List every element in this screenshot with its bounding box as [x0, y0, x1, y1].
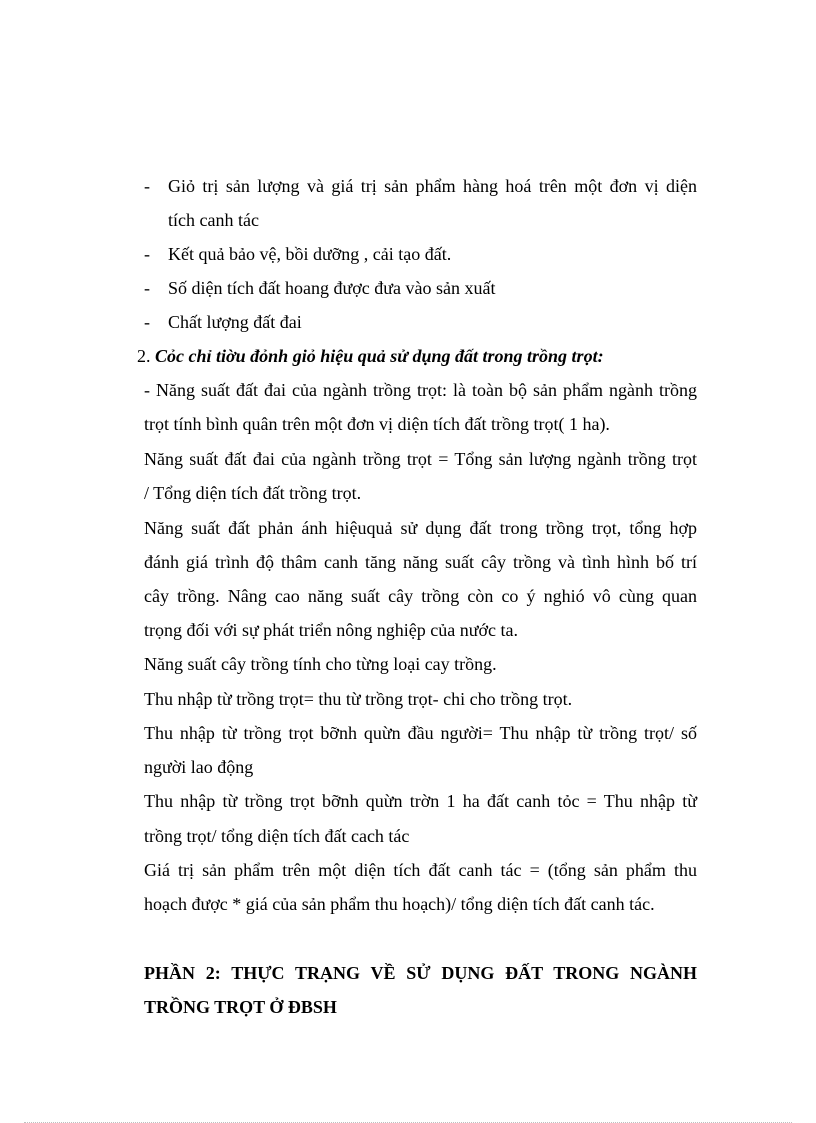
paragraph-line: Năng suất đất đai của ngành trồng trọt = Tổng sản lượng ngành trồng trọt [144, 449, 697, 469]
paragraph-line: - Năng suất đất đai của ngành trồng trọt: là toàn bộ sản phẩm ngành trồng [144, 380, 697, 400]
paragraph-line: Thu nhập từ trồng trọt= thu từ trồng trọt- chi cho trồng trọt. [144, 689, 573, 709]
section-2-heading [137, 345, 604, 367]
paragraph-line: cây trồng. Nâng cao năng suất cây trồng còn co ý nghió vô cùng quan [144, 586, 697, 606]
bullet-marker: - [144, 244, 150, 264]
part-2-heading-line-1: PHẦN 2: THỰC TRẠNG VỀ SỬ DỤNG ĐẤT TRONG NGÀNH [144, 963, 697, 983]
paragraph-line: trồng trọt/ tổng diện tích đất cach tác [144, 826, 410, 846]
paragraph-line: hoạch được * giá của sản phẩm thu hoạch)/ tổng diện tích đất canh tác. [144, 894, 655, 914]
bullet-item-3: Số diện tích đất hoang được đưa vào sản xuất [168, 278, 496, 298]
bullet-marker: - [144, 176, 150, 196]
bullet-item-2: Kết quả bảo vệ, bồi dưỡng , cải tạo đất. [168, 244, 452, 264]
section-2-title: Cỏc chỉ tiờu đỏnh giỏ hiệu quả sử dụng đất trong trồng trọt: [155, 346, 604, 366]
paragraph-line: Giá trị sản phẩm trên một diện tích đất canh tác = (tổng sản phẩm thu [144, 860, 697, 880]
paragraph-line: trọng đối với sự phát triển nông nghiệp của nước ta. [144, 620, 518, 640]
paragraph-line: / Tổng diện tích đất trồng trọt. [144, 483, 362, 503]
bullet-marker: - [144, 278, 150, 298]
paragraph-line: đánh giá trình độ thâm canh tăng năng suất cây trồng và tình hình bố trí [144, 552, 697, 572]
paragraph-line: Thu nhập từ trồng trọt bỡnh quừn đầu người= Thu nhập từ trồng trọt/ số [144, 723, 697, 743]
paragraph-line: trọt tính bình quân trên một đơn vị diện tích đất trồng trọt( 1 ha). [144, 414, 610, 434]
paragraph-line: Năng suất đất phản ánh hiệuquả sử dụng đất trong trồng trọt, tổng hợp [144, 518, 697, 538]
paragraph-line: người lao động [144, 757, 254, 777]
bullet-item-4: Chất lượng đất đai [168, 312, 302, 332]
bullet-item-1-line-2: tích canh tác [168, 210, 259, 230]
paragraph-line: Thu nhập từ trồng trọt bỡnh quừn trờn 1 ha đất canh tỏc = Thu nhập từ [144, 791, 697, 811]
part-2-heading-line-2: TRỒNG TRỌT Ở ĐBSH [144, 997, 337, 1017]
bullet-item-1-line-1: Giỏ trị sản lượng và giá trị sản phẩm hàng hoá trên một đơn vị diện [168, 176, 697, 196]
bullet-marker: - [144, 312, 150, 332]
paragraph-line: Năng suất cây trồng tính cho từng loại cay trồng. [144, 654, 497, 674]
section-2-number: 2. [137, 346, 151, 366]
